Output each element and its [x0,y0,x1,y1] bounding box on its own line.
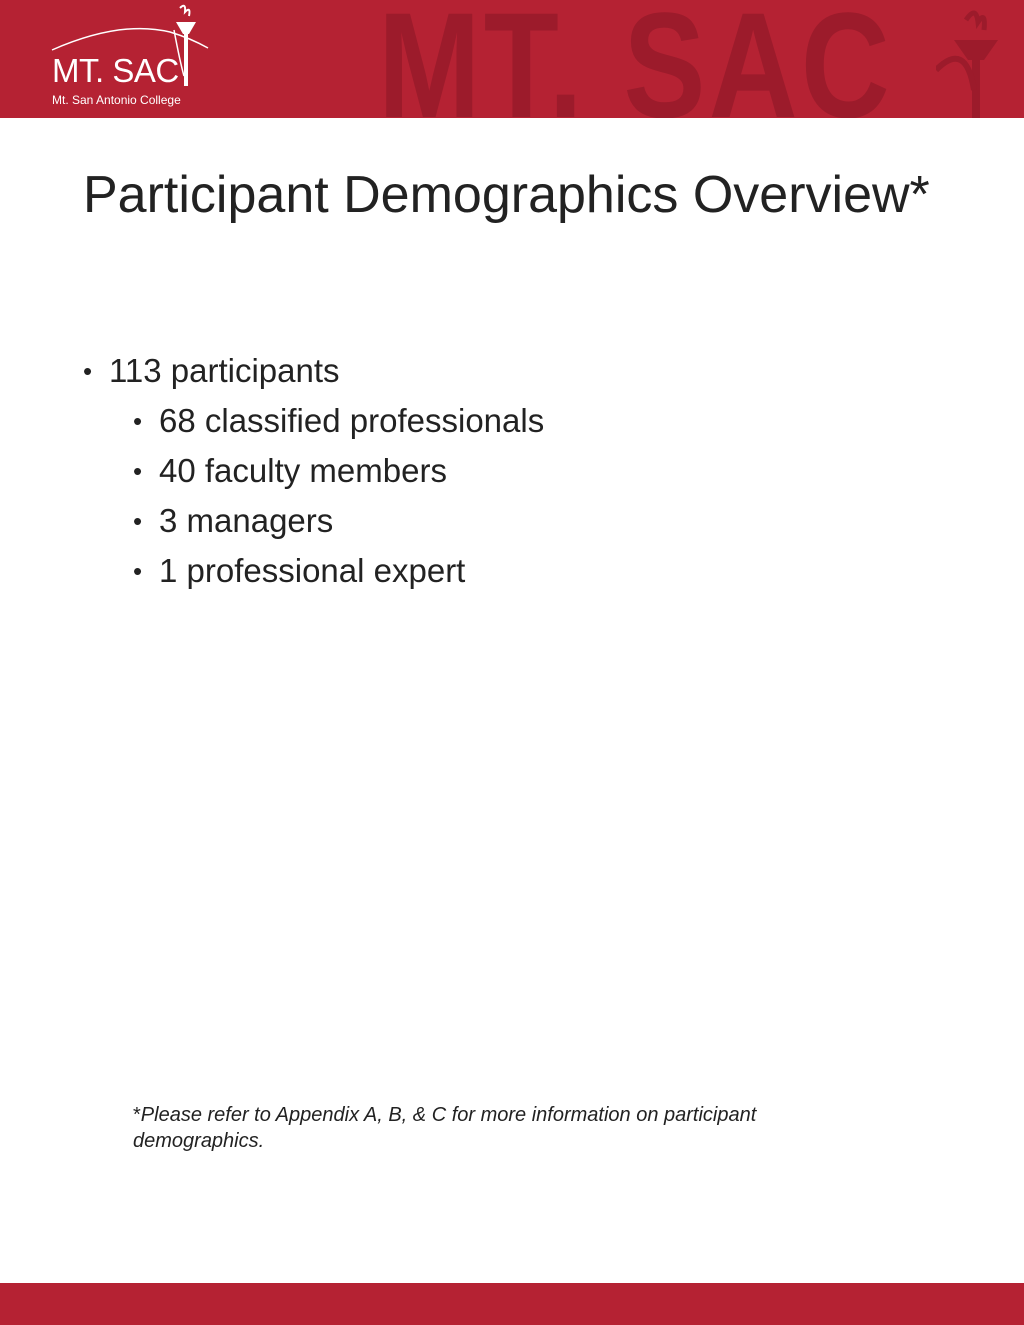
logo-tagline: Mt. San Antonio College [52,93,181,107]
sub-bullet-text: 40 faculty members [159,452,447,489]
watermark-logo-text: MT. SAC [378,0,893,118]
sub-bullet-item [133,446,943,496]
bullet-dot-icon: • [133,456,143,486]
bullet-dot-icon: • [133,506,143,536]
sub-bullet-item [133,496,943,546]
bullet-dot-icon: • [133,556,143,586]
sub-bullet-list [133,396,943,596]
sub-bullet-item [133,546,943,596]
bullet-text: 113 participants [109,352,340,389]
sub-bullet-item [133,396,943,446]
footnote-text: Please refer to Appendix A, B, & C for more information on participant demographics. [133,1104,757,1152]
bullet-item [83,346,943,396]
bullet-dot-icon: • [133,406,143,436]
sub-bullet-text: 68 classified professionals [159,402,545,439]
sub-bullet-text: 3 managers [159,502,334,539]
logo-wordmark: MT. SAC [52,52,179,89]
footnote [133,1102,853,1154]
bullet-dot-icon: • [83,356,93,386]
bullet-list [83,346,943,596]
footnote-marker: * [133,1104,141,1126]
watermark-torch-icon [936,0,1016,118]
college-logo[interactable] [40,0,220,118]
footer-band [0,1283,1024,1325]
sub-bullet-text: 1 professional expert [159,552,466,589]
header-banner [0,0,1024,118]
page-title: Participant Demographics Overview* [83,166,930,224]
